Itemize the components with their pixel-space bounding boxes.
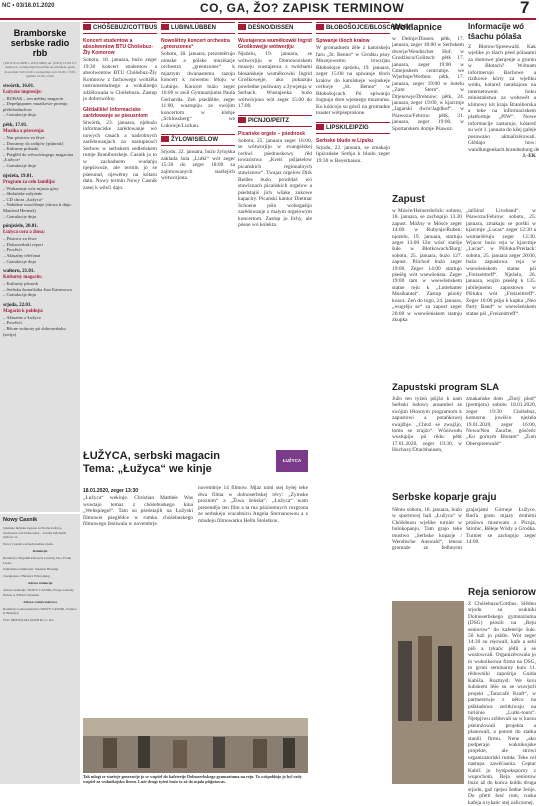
- masthead-title: Nowy Casnik: [3, 517, 38, 523]
- radio-program-item: – Powěsći: [3, 247, 22, 253]
- news-reja: [392, 587, 536, 806]
- photo-illustration: [83, 718, 308, 773]
- reja-photo: [392, 601, 464, 784]
- location-name: PICNJO/PEITZ: [248, 117, 290, 124]
- masthead-text: Zastupujuce: Hurtuwa Wincarjeng: [3, 573, 50, 578]
- location-name: BŁOBOŠOJCE/BLOSCHDORF: [326, 25, 413, 31]
- location-name: DEŚNO/DISSEN: [248, 25, 294, 31]
- radio-info: (UKW 95,4 MHz a 100,4 MHz) tel. (0355) 14 99 171 mejlowy: wendisch@rbb-online.de póndźela–pjatk dopołdnja 5.00–9.00 a wótpołdnja wót 16.00–17.00, njeźelu 12.00–13.00: [3, 61, 77, 79]
- news-credit: J.-EK: [522, 152, 536, 159]
- location-head: [316, 122, 390, 134]
- location-name: CHÓŠEBUZ/COTTBUS: [93, 25, 158, 31]
- radio-program-head: Łužyske impresije:: [3, 89, 42, 95]
- masthead-text: Redakcija: Bogumił Petrasch, Ludwig Juro, Frank Lucka: [3, 555, 72, 565]
- radio-program-item: – Depešpipanec muzikowe prcenja plešehasłuchow: [3, 101, 68, 112]
- location-name: LUBIN/LÜBBEN: [171, 25, 216, 31]
- photo-illustration: [392, 601, 464, 784]
- location-head: [161, 22, 235, 34]
- article-col-left: [83, 484, 193, 718]
- location-head: [83, 22, 157, 34]
- event-body: Srjodu, 22. januara, buźo žylojska zaklada šula „Lutki“ wót zeger 15:30 do zeger 18:00 za zajimowanych staršejich wótworjona.: [161, 149, 235, 181]
- radio-days: [3, 84, 77, 338]
- radio-program-item: – Gratulacije dnja: [3, 213, 36, 219]
- radio-program-box: [0, 22, 80, 512]
- masthead-text: Nowy Casnik wuchada kuždu srjodu.: [3, 541, 54, 546]
- radio-day: wałtoru, 21.01.: [3, 269, 35, 275]
- magazine-article: [83, 450, 308, 784]
- map-marker-icon: [238, 117, 246, 123]
- photo-caption: Tak mlogi ze staršeje generacije jo se wupšeł do kafeterije Dolnoserbskego gymnaziuma na reju. To wótpołdnjo jo byl rady wupšeł za wuknikojsku firmu. Luźe drugi tyźeń buźo to až do mjala pśiģotowas.: [83, 774, 302, 784]
- news-woklapnice: [392, 22, 464, 192]
- news-body: Južo ten tyźeń pśijźo k nam Serbski ludowy ansambel ze swójim lětosnym programom k zapustowi a potańkowej swajźbje. „Chtož se zwajźjo, tomu se zrajźo“. Wóniwudu wustupiju pó rědu: pětk 17.01.2020, zeger 19:30, w Hochozy/Drachhausen, zmakańske dom „Zlotý plod“ (premjera) sobotu 18.01.2020, zeger 19:30 Chóšebuz, komornu jowišćo njeźela 19.01.2020, zeger 16:00, Nowa/Neu Zauche, gósćeńc „Ku gornym Błotam“ „Zum Oberspreewald“: [392, 396, 536, 454]
- events-lubben: [161, 22, 235, 270]
- news-informacije: [468, 22, 539, 192]
- radio-program-item: – Póstrow za žiwe: [3, 236, 37, 242]
- news-title: Informacije wó tšachu pólaša: [468, 22, 525, 41]
- radio-program-item: – Dolnoserbski report: [3, 241, 44, 247]
- map-marker-icon: [161, 24, 169, 30]
- article-title-line: Tema: „Łužyca“ we kinje: [83, 463, 212, 475]
- masthead-subhead: Adresa redakcije: [27, 581, 53, 586]
- events-dissen-peitz: [238, 22, 312, 447]
- event-body: Sobotu, 18. januara, prezentěrujo nimske a pólske muzikarje orchestra „greenzones“ k mjaztym dwanastemu razoju koncert k nowemu lětoju w Lubinje. Koncert buźo zeger 16:00 w awli Gymnazijuma Paula Gerhardta. Zeń pśedźěńe, zeger 11:00, wustupiju ze swójim koncertom w klubje „Schlossberg“ we Lukowje/Luckau.: [161, 51, 235, 129]
- map-marker-icon: [83, 24, 91, 30]
- map-marker-icon: [238, 24, 246, 30]
- radio-program-item: – Gratulacije dnja: [3, 112, 36, 118]
- radio-program-head: Magacin k połdnju:: [3, 308, 44, 314]
- location-head: [316, 22, 413, 34]
- news-program-sla: [392, 382, 536, 492]
- event-body: W gromadnem źěle z katolskeju faru „St. Benno“ w Grodku pśoy Muzejowemu towzrjau Błobošojce njeźelu, 19. januara, zeger 15:00 na spiwanje tšoch kralow do katolskeje wejnskeje cerkwje „St. Benno“ w Błobošojcach. Pó spiwanju žognuju dom wjesnego muzeuma. Ku kóńcoju su gósći na gromadne toaster wótpśeprošone.: [316, 45, 390, 116]
- event-body: Srjodu, 22. januara, se zmakaju lipścańske Serbja k bludo zeger 19:30 w Beyerhausu.: [316, 144, 390, 164]
- radio-day: pónjeźele, 20.01.: [3, 224, 38, 230]
- news-column: [392, 22, 539, 806]
- news-title: Zapustski program SLA: [392, 382, 500, 393]
- news-koparje: [392, 492, 536, 584]
- radio-program-item: – Pśeglěd do wěswóringego magacina „Łužyca“: [3, 151, 74, 163]
- issue-number: NC • 03/16.01.2020: [2, 3, 55, 9]
- events-cottbus: [83, 22, 157, 270]
- masthead-text: Zamołwita redaktorka: Susanne Bruning: [3, 567, 59, 572]
- radio-title: Bramborske serbske radio rbb: [10, 28, 70, 58]
- radio-day: pětk, 17.01.: [3, 123, 28, 128]
- radio-program-item: – Nabóźne wusćełanje (słowa k dnju: Manfred Hermaš): [3, 202, 72, 213]
- radio-program-head: Łužyca cora a źinsa:: [3, 230, 45, 236]
- header-rule: [0, 18, 536, 20]
- event-body: Sobotu, 18. januara, buźo zeger 19:30 koncert studentow a absolwentow BTU Chóšebuz-Žły Komorow z fachowego wobźěla instrumentalnego a wokalnego zdźělowańa w Chóšebuzu. Zastup jo dobrowólny.: [83, 57, 157, 102]
- radio-program-item: – Dawanny do radijów (pśinosk): [3, 140, 64, 146]
- article-title: [83, 450, 308, 476]
- masthead-text: Redakcija wudawaśelstwa: NOWY CASNIK, Zasńow 6, Budyšyn: [3, 606, 77, 616]
- event-body: Stwórtk, 23. januara, njebuźo informaciske zarědowanje wó nowych casach a nadrobnych zarědowanjach za nastupnosći Serbow w serbskem sedleńskem rumje Braniborskeje. Casnik jo to w zachadnem wudańju njepśiwuźe, ale termin jo se pśesunuł, njewěmy na kótaru datu. Nowy termin Nowy Casnik zasej k wěsći dajo.: [83, 119, 157, 191]
- radio-program-item: – Gratulacije dnja: [3, 258, 36, 264]
- radio-program-item: – Aktualne z Łužyce: [3, 314, 41, 320]
- location-head: [238, 115, 312, 127]
- radio-program-item: – Kulturne pokazki: [3, 146, 39, 152]
- news-body: Z Błotow/Spreewald. Kak wjelike jo tšach pśed pólasami za domowe plenjenje a gruntu w Błotach? Wótnam informeruju Bachowe a rizikowe kórty za wjeliku wódu, kótarež narakajosu na internetowem boku ministaństwa za wobswět a klimowy kit krajа Braniborska a teke na informaciskem platformje „PIW“. Nowe informacije zastarujo, kótarež su wót 1. januara do kšej galeje posuwano aktualizěrowali. Glědajo how: wandlungenkarlt.brandenburg.de: [468, 44, 539, 153]
- location-head: [161, 134, 235, 146]
- masthead-subhead: Redakcija: [32, 549, 48, 554]
- article-date: 18.01.2020, zeger 13:30: [83, 488, 139, 494]
- page-header: [0, 0, 536, 22]
- event-title: Glědalište! Informaciske zarědowanje se pśeusniom: [83, 106, 148, 119]
- seniors-dance-photo: [83, 718, 308, 773]
- news-body: Něnto sobotu, 18. januara, buźo w sportowej hali „Łužyca“ w Chóšebuzu wjelike turnier w bulokopanju. Tam grajo teke mustwo „Serbske koparje / Wendische Auswahl“, tenraz gromaźe ze fedhnymi grajarjami Górneje Łužyce. Buďa gratu mjazy druhimi prośiwo mustwam z Picnja, Strobic, Běłeje Wódy a Grodka. Turnier se zachopijo zeger 14:00.: [392, 507, 536, 552]
- event-body: Sobotu, 25. januara zeger 16:00, se wótworjiju w evangelskej cerkwi pśednoskowy rěd towaristwa „Kreiś pśijaśelow picańskich regionalnych stawiznow“. Twajaz orgelow Dirk Redies buźo powědaś wó stawiznach picańskich orgelow a pśedstajiś jich wšake zukowe kapacity. Picański kantor Dietmar Schoene pśin wobogaśijo zarědowanje z malym orgelowym koncertom. Zastup jo lichy, ale pósoe wó kolekta.: [238, 137, 312, 228]
- radio-program-head: Kulturny magacin:: [3, 275, 43, 281]
- radio-program-item: – Słušańske zašyśeńe: [3, 191, 43, 197]
- radio-program-item: – Rěcne wobroty pó dolnoserbsku (serija): [3, 326, 66, 337]
- news-col: [468, 601, 536, 806]
- radio-program-item: – Nas póstrow za žiwe: [3, 135, 45, 140]
- map-marker-icon: [316, 124, 324, 130]
- news-body: Z Chóšebuza/Cottbus. Slědnu srjodu su wukniki Dolnoserbskego gymnaziuma (DSG) pśosili na „Reju seniorow“ do kafeterije šule. 50 luźi jo pśišło. Wót zeger 14:30 su rejowali, kafe a sebi piši a tykańc jědli a se wuslowcali. Organizěrowala jo to wukniksowa firma na DSG, to groni seminarny kurs 11. rědowniki zapośrija Guida Kabiša. Rozmyśl: We šoru šuliskem lěśe su se wuwjsrli projekt „Tanzcafé Kraft“, w partnerstwje z nětcu na pśikładowa zeritkiwaju na turiónie „Lutki-tours“. Njetpjrwu zrědovali su w kursu pśeimźowali projekta a planowali, a potom do statka stanili firmu. Nene „ako podperajo wuknikojske projekte, ale strowi organizatoriski rumła. Teke cel nastupa zawěćaania. Ceptar Kabiš jo bytśpoksporny z wupochom. Reja seniorow buźo až do kuńca kuldu druga srjodu, gaž njejsu žedne ferije. Do pfetti šesć rom, cuska kafeja a tykańc stej zaliczonej.: [468, 601, 536, 806]
- news-zapust: [392, 194, 536, 382]
- article-body: „Łužyca“ wekinje. Christian Matthée Was wuwtajo temaz z chóśebuskego kina „Weltspiegel“. Tam su pśedstajili na Łužyski filmowei pśeglědce w rumku chóśebuskego filmowego festiwala w novembrje.: [83, 495, 193, 527]
- news-title: Zapust: [392, 194, 425, 205]
- event-title: Wustajenca wuměłcowki Ingrid Groškowejje wótworjiju: [238, 38, 312, 50]
- news-col: [392, 208, 462, 380]
- radio-program-item: – CD chora „Łužyca“: [3, 196, 43, 202]
- article-col-right: [198, 484, 308, 718]
- event-body: Njeźelu, 19. januara, se wótworjiju w Domowniskem muzeju wustajenca z twórbami błosańskeje wuměłcowki Ingrid Groškowejje, ako pokazuju powšedne pośiwany a žywjenja w Serbach. Wustajenka buźo wótwórjona wót zeger 15:00 do 17:00.: [238, 51, 312, 109]
- news-body: „talSind Liveband“. w Pśawozu/Fehrow: sobotu, 25. januara, zmakaju se porški w kjarcmje „Lucas“ zeger 12:30 a wumaršěruju zeger 13:30. Wjacor buźo reja w kjarcmje „Lucas“. w Pšiluku/Preilack: sobotu, 25. januara zeger 20:00, buźo zapustowa reja w wsewšeńskem statne pśi „Freizeittreff“. Njeźelu, 26. januara, wujźo pśeśěg k 135. jubilejnemu zapustowu w Pšiluku wót „Freizeittreff“. Zeger 16:00 pśijo k kupka „Neo Party Band“ w wsewšeńskem statne pśi „Freizeittreff“.: [466, 208, 536, 317]
- masthead-subhead: Adresa wudawaśelstwa: [23, 600, 57, 605]
- event-title: Serbske bludo w Lipsku: [316, 137, 374, 144]
- masthead-box: [0, 514, 80, 784]
- event-title: Picańske orgele – pśednosk: [238, 130, 305, 137]
- event-title: Spiwanje tšoch kralow: [316, 38, 370, 44]
- radio-program-head: Program za celu familiju:: [3, 179, 56, 185]
- masthead-text: Ćišć: DREWO.DO GmbH & Co. KG: [3, 617, 54, 622]
- sidebar: [0, 22, 80, 784]
- location-name: LIPSK/LEIPZIG: [326, 124, 369, 131]
- events-column-1: [83, 22, 235, 447]
- location-head: [238, 22, 312, 34]
- news-title: Serbske koparje graju: [392, 492, 497, 503]
- article-body: novembrje 14 filmow. Mjaz nimi stej byłej teke dwa filma w dolnoserbskej rěcy: „Zymske proznim“ a „Žiwa žeńska“. „Łužyca“ wam prezentějo ten film a ta ma pśiziomnych rozgrona ze serbskeju wucabnicu Angela Sternanowou a z mlodeju filmowarku Hellu Stoletkou.: [198, 485, 308, 524]
- radio-program-item: – BUBAK – ten mědny magacin: [3, 95, 64, 101]
- radio-program-item: – Gratulacije dnja: [3, 162, 36, 168]
- location-name: ŽYLOW/SIELOW: [171, 137, 218, 143]
- masthead-text: tyźenske łužyske łopjeno za Dolnu Łužycu, wudawane wót Domowiny – Zwězk łužyskich Serbow z.t.: [3, 526, 66, 540]
- news-title: Reja seniorow: [468, 587, 536, 598]
- radio-program-item: – Kulturny pśinosk: [3, 281, 39, 287]
- news-title: Woklapnice: [392, 22, 442, 32]
- radio-program-item: – Aktualny telefonat: [3, 252, 41, 258]
- radio-program-item: – Powěsći: [3, 320, 22, 326]
- radio-program-item: – Gratulacije dnja: [3, 292, 36, 298]
- event-title: Nowolětny koncert orchestra „greenzones“: [161, 38, 230, 50]
- radio-day: srjoda, 22.01.: [3, 302, 32, 308]
- page-number: 7: [520, 0, 530, 17]
- news-body: w Mósće/Heinersbrück: sobotu, 18. januara, se zachopijo 13.30 zapust. Móžny w Mósće zeger 14:00. w Rubynje/Ruben: njeźelu, 19. januara, startuju zeger 13:00 Uhr wósť staršje šule. w Błotkowach/Burg: sobotu, 25. januara, buźo 127. zapust. Pśichod buźo zeger 19:00. Zeger 14:00 startujo pśeśěg wót wsewšeństa. Zeger 19:00 tam w wsewšeńskem statne reju k „Luttebatter Musikantei“. Zastup pśiońy koaca. Zeń do togo, 24. januara, „wugrěju se“ za zapust zeger 20:00 w wsewšeńskem statnju zkupka: [392, 208, 462, 323]
- news-col: [466, 208, 536, 380]
- event-title: Koncert studentow a absolwentow BTU Chóšebuz-Žły Komorow: [83, 38, 153, 56]
- masthead-text: Adresa redakcije: NOWY CASNIK, Droga zachody Dolzie 4, 03044 Chośebuz: [3, 587, 74, 597]
- radio-program-item: – Serbska žurnalistka Juta Kaiserowa: [3, 286, 72, 292]
- radio-day: stwórtk, 16.01.: [3, 83, 35, 89]
- news-body: w Dešnje/Dissen: pětk, 17. januara, zeger 18:00 w Serbskem dworje/Wendischer Hof. w Grodźiscu/Gröitsch: pětk 17. januara, zeger 19:00 w Gmejnskem centrumje. we Wjerbnje/Werben: pětk, 17. januara, zeger 19:00 w hotelu „Zum Stern“. w Drjenowje/Drehnow: pětk, 24. januara, zeger 19:00, w kjarcmje „Jagarski dwór/Jagdhof“. w Pśawozu/Fehrow: pětk, 31. januara, zeger 19:00, w Sportarskem domje Pśawoz.: [392, 36, 464, 132]
- radio-day: njeźela, 19.01.: [3, 173, 33, 179]
- radio-program-item: – Wukazanje wóz mjasto góry: [3, 185, 59, 191]
- radio-program-head: Muzika a pówcenja:: [3, 129, 45, 134]
- map-marker-icon: [161, 136, 169, 142]
- lusica-badge: ŁUŽYCA: [276, 450, 308, 472]
- map-marker-icon: [316, 24, 324, 30]
- section-title: CO, GA, ŽO? ZAPISK TERMINOW: [200, 1, 405, 15]
- article-title-line: ŁUŽYCA, serbski magacin: [83, 450, 220, 462]
